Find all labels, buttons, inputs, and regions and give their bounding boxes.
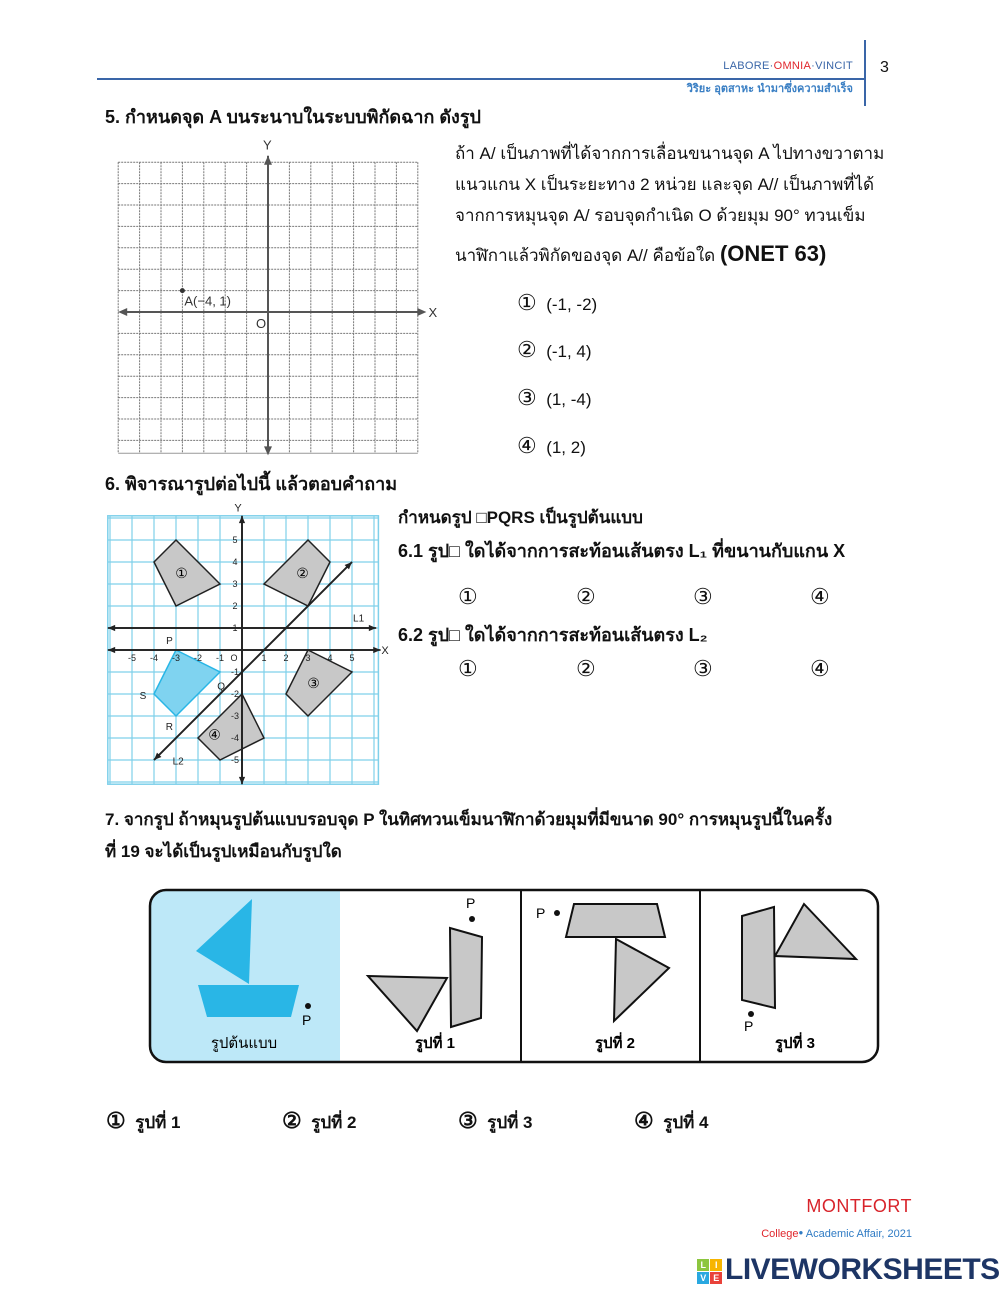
option-text: รูปที่ 4	[663, 1113, 709, 1132]
y-tick-label: 2	[232, 601, 238, 611]
x-tick-label: 4	[327, 653, 333, 663]
q5-option-3[interactable]	[517, 385, 592, 411]
y-axis-arrow-icon	[264, 156, 272, 165]
q6-2-choice-3[interactable]: ③	[693, 656, 713, 681]
point-p	[469, 916, 475, 922]
thai-motto: วิริยะ อุตสาหะ นำมาซึ่งความสำเร็จ	[686, 83, 853, 95]
option-text: รูปที่ 3	[487, 1113, 533, 1132]
x-axis-arrow-icon	[417, 308, 426, 316]
option-text: (-1, -2)	[546, 295, 598, 314]
x-tick-label: 3	[305, 653, 311, 663]
rotated-hull	[450, 928, 482, 1027]
vertex-label-r: R	[165, 722, 174, 733]
q6-2-choice-2[interactable]: ②	[576, 656, 596, 681]
q7-line: ที่ 19 จะได้เป็นรูปเหมือนกับรูปใด	[105, 842, 342, 861]
circled-number-icon: ②	[282, 1108, 302, 1133]
x-tick-label: -2	[193, 653, 203, 663]
motto-part: LABORE·	[723, 60, 774, 72]
q6-title: 6. พิจารณารูปต่อไปนี้ แล้วตอบคำถาม	[105, 474, 398, 494]
origin-label: O	[230, 653, 238, 663]
page-number: 3	[880, 59, 889, 76]
live-logo-icon	[697, 1259, 722, 1284]
q7-option-2[interactable]	[282, 1108, 357, 1134]
circled-number-icon: ④	[517, 433, 537, 458]
point-a	[180, 288, 185, 293]
x-tick-label: 2	[283, 653, 289, 663]
point-p-label: P	[466, 895, 476, 911]
q7-option-3[interactable]	[458, 1108, 533, 1134]
x-tick-label: -5	[127, 653, 137, 663]
panel-label: รูปที่ 3	[775, 1035, 815, 1052]
rotated-sail	[368, 976, 447, 1031]
q6-graph	[100, 500, 390, 790]
q7-figure	[145, 885, 885, 1065]
q5-line: จากการหมุนจุด A/ รอบจุดกำเนิด O ด้วยมุม 90° ทวนเข็ม	[455, 206, 866, 225]
x-axis-arrow-icon	[118, 308, 127, 316]
option-text: (-1, 4)	[546, 342, 592, 361]
q6-1-choice-3[interactable]: ③	[693, 584, 713, 609]
logo-letter: L	[697, 1259, 709, 1271]
y-axis-arrow-icon	[264, 446, 272, 455]
x-tick-label: -3	[171, 653, 181, 663]
q6-2-choice-1[interactable]: ①	[458, 656, 478, 681]
logo-letter: E	[710, 1272, 722, 1284]
school-name: MONTFORT	[806, 1196, 912, 1216]
point-a-label: A(−4, 1)	[184, 293, 232, 309]
q7-line: 7. จากรูป ถ้าหมุนรูปต้นแบบรอบจุด P ในทิศทวนเข็มนาฬิกาด้วยมุมที่มีขนาด 90° การหมุนรูปนี้ในครั้ง	[105, 810, 833, 829]
point-p	[748, 1011, 754, 1017]
y-tick-label: 5	[232, 535, 238, 545]
brand-text: LIVEWORKSHEETS	[725, 1253, 1000, 1286]
circled-number-icon: ①	[106, 1108, 126, 1133]
circled-number-icon: ③	[458, 1108, 478, 1133]
q5-line-text: นาฬิกาแล้วพิกัดของจุด A// คือข้อใด	[455, 246, 716, 265]
point-p-label: P	[744, 1018, 754, 1034]
q5-option-4[interactable]	[517, 433, 586, 459]
option-text: (1, -4)	[546, 390, 592, 409]
y-tick-label: -1	[230, 667, 240, 677]
vertex-label-p: P	[166, 636, 173, 648]
rotated-hull	[566, 904, 665, 937]
rotated-sail	[775, 904, 856, 959]
q5-title: 5. กำหนดจุด A บนระนาบในระบบพิกัดฉาก ดังรูป	[105, 107, 481, 127]
point-p	[554, 910, 560, 916]
point-p-label: P	[302, 1012, 312, 1028]
circled-number-icon: ③	[517, 385, 537, 410]
panel-label: รูปที่ 2	[595, 1035, 635, 1052]
vertex-label-s: S	[139, 691, 147, 703]
x-axis-label: X	[381, 645, 389, 657]
q5-graph	[110, 135, 438, 470]
l1-label: L1	[353, 613, 365, 625]
circled-number-icon: ④	[634, 1108, 654, 1133]
rotated-sail	[614, 939, 669, 1021]
exam-source: (ONET 63)	[719, 241, 827, 266]
option-text: (1, 2)	[546, 438, 586, 457]
panel-label: รูปต้นแบบ	[210, 1035, 278, 1052]
option-text: รูปที่ 2	[311, 1113, 357, 1132]
q6-2-question: 6.2 รูป□ ใดได้จากการสะท้อนเส้นตรง L₂	[398, 625, 708, 645]
school-motto	[723, 60, 853, 73]
panel-label: รูปที่ 1	[415, 1035, 455, 1052]
q6-1-choice-2[interactable]: ②	[576, 584, 596, 609]
q6-1-question: 6.1 รูป□ ใดได้จากการสะท้อนเส้นตรง L₁ ที่ขนานกับแกน X	[398, 541, 846, 561]
q5-line: ถ้า A/ เป็นภาพที่ได้จากการเลื่อนขนานจุด A ไปทางขวาตาม	[455, 144, 885, 163]
q6-1-choice-4[interactable]: ④	[810, 584, 830, 609]
q7-option-1[interactable]	[106, 1108, 181, 1134]
q6-intro: กำหนดรูป □PQRS เป็นรูปต้นแบบ	[398, 508, 643, 527]
q5-option-1[interactable]	[517, 290, 597, 316]
q6-1-choice-1[interactable]: ①	[458, 584, 478, 609]
option-text: รูปที่ 1	[135, 1113, 181, 1132]
vertex-label-q: Q	[217, 681, 225, 693]
logo-letter: I	[710, 1259, 722, 1271]
x-axis-label: X	[428, 305, 438, 320]
header-divider	[864, 40, 866, 106]
y-tick-label: -5	[230, 755, 240, 765]
x-tick-label: -1	[215, 653, 225, 663]
header-rule	[97, 78, 865, 80]
logo-letter: V	[697, 1272, 709, 1284]
circled-number-icon: ②	[517, 337, 537, 362]
q5-line: แนวแกน X เป็นระยะทาง 2 หน่วย และจุด A// เป็นภาพที่ได้	[455, 175, 875, 194]
liveworksheets-logo	[697, 1253, 1000, 1286]
y-tick-label: 1	[232, 623, 238, 633]
y-tick-label: -4	[230, 733, 240, 743]
x-tick-label: 5	[349, 653, 355, 663]
q5-option-2[interactable]	[517, 337, 592, 363]
y-axis-label: Y	[263, 137, 272, 153]
motto-part: ·VINCIT	[811, 60, 853, 72]
y-tick-label: -2	[230, 689, 240, 699]
l2-label: L2	[172, 756, 184, 768]
y-tick-label: -3	[230, 711, 240, 721]
point-p-label: P	[536, 905, 546, 921]
shape-number-label: ③	[307, 675, 320, 691]
college-label: College	[761, 1228, 799, 1240]
shape-number-label: ④	[208, 726, 221, 743]
origin-label: O	[256, 316, 267, 331]
dept-label: Academic Affair, 2021	[805, 1228, 912, 1240]
q7-option-4[interactable]	[634, 1108, 709, 1134]
point-p	[305, 1003, 311, 1009]
y-axis-label: Y	[234, 502, 242, 515]
q5-line	[455, 241, 826, 267]
boat-hull	[198, 985, 299, 1017]
rotated-hull	[742, 907, 775, 1008]
x-tick-label: -4	[149, 653, 159, 663]
shape-number-label: ①	[175, 565, 188, 581]
circled-number-icon: ①	[517, 290, 537, 315]
q6-2-choice-4[interactable]: ④	[810, 656, 830, 681]
footer-department: College● Academic Affair, 2021	[761, 1228, 912, 1240]
x-tick-label: 1	[261, 653, 267, 663]
y-tick-label: 3	[232, 579, 238, 589]
motto-part: OMNIA	[773, 60, 812, 72]
y-tick-label: 4	[232, 557, 238, 567]
shape-number-label: ②	[296, 565, 309, 581]
